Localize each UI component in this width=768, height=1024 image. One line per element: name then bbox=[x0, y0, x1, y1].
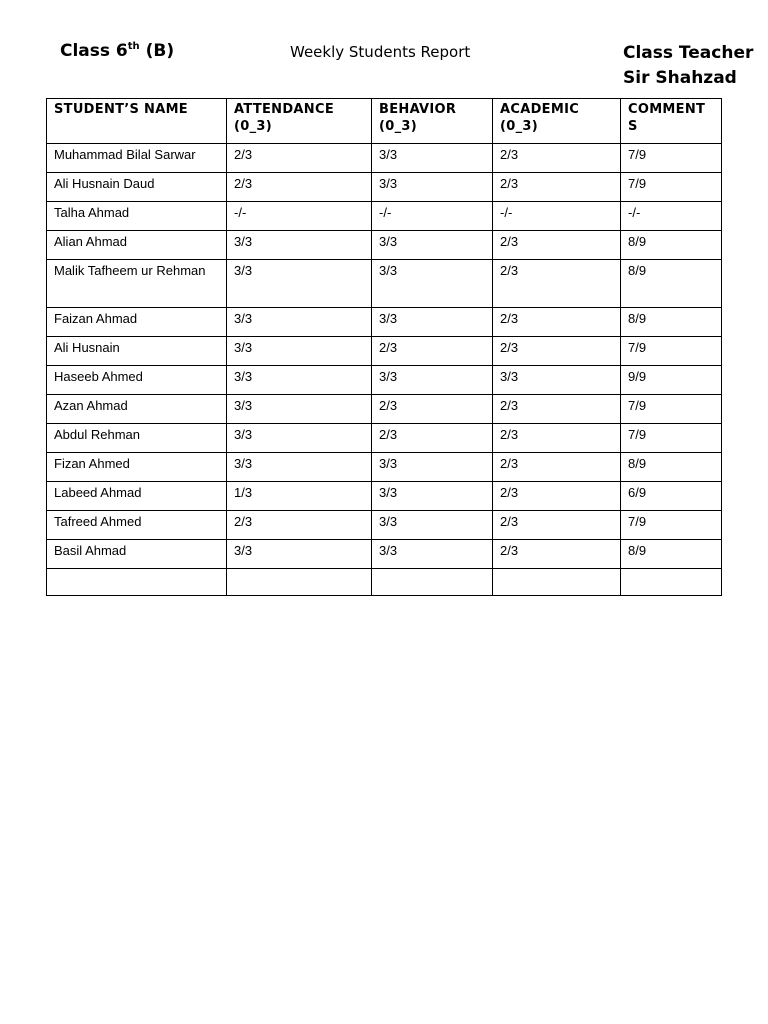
class-teacher-name: Sir Shahzad bbox=[623, 68, 737, 88]
attendance-cell: 2/3 bbox=[227, 511, 372, 540]
attendance-cell: 2/3 bbox=[227, 173, 372, 202]
attendance-cell: 3/3 bbox=[227, 395, 372, 424]
comments-cell: -/- bbox=[621, 202, 722, 231]
behavior-cell: 3/3 bbox=[372, 173, 493, 202]
class-section: (B) bbox=[139, 41, 175, 61]
student-name-cell bbox=[47, 569, 227, 596]
student-name-cell: Talha Ahmad bbox=[47, 202, 227, 231]
students-report-table bbox=[46, 98, 722, 596]
behavior-cell: 2/3 bbox=[372, 337, 493, 366]
attendance-cell: 3/3 bbox=[227, 366, 372, 395]
table-row bbox=[47, 424, 722, 453]
student-name-cell: Azan Ahmad bbox=[47, 395, 227, 424]
academic-cell: 2/3 bbox=[493, 231, 621, 260]
table-row bbox=[47, 231, 722, 260]
behavior-cell: 3/3 bbox=[372, 231, 493, 260]
attendance-cell: 3/3 bbox=[227, 308, 372, 337]
academic-cell: 2/3 bbox=[493, 260, 621, 308]
class-teacher-block bbox=[623, 41, 753, 91]
academic-cell: -/- bbox=[493, 202, 621, 231]
behavior-cell: 3/3 bbox=[372, 260, 493, 308]
comments-cell: 7/9 bbox=[621, 395, 722, 424]
academic-cell: 2/3 bbox=[493, 482, 621, 511]
behavior-cell: 2/3 bbox=[372, 424, 493, 453]
student-name-cell: Ali Husnain bbox=[47, 337, 227, 366]
attendance-cell: 3/3 bbox=[227, 231, 372, 260]
comments-cell: 7/9 bbox=[621, 511, 722, 540]
behavior-cell: 3/3 bbox=[372, 144, 493, 173]
student-name-cell: Muhammad Bilal Sarwar bbox=[47, 144, 227, 173]
behavior-cell: 3/3 bbox=[372, 482, 493, 511]
student-name-cell: Haseeb Ahmed bbox=[47, 366, 227, 395]
behavior-cell: 3/3 bbox=[372, 366, 493, 395]
student-name-cell: Basil Ahmad bbox=[47, 540, 227, 569]
comments-cell: 8/9 bbox=[621, 308, 722, 337]
attendance-cell: 3/3 bbox=[227, 453, 372, 482]
attendance-cell: 3/3 bbox=[227, 260, 372, 308]
attendance-cell: 3/3 bbox=[227, 424, 372, 453]
column-header-student-name: STUDENT’S NAME bbox=[47, 99, 227, 144]
behavior-cell: 3/3 bbox=[372, 453, 493, 482]
table-body bbox=[47, 144, 722, 596]
attendance-cell: 3/3 bbox=[227, 540, 372, 569]
table-row bbox=[47, 144, 722, 173]
student-name-cell: Tafreed Ahmed bbox=[47, 511, 227, 540]
comments-cell: 6/9 bbox=[621, 482, 722, 511]
comments-cell bbox=[621, 569, 722, 596]
table-row bbox=[47, 308, 722, 337]
table-header-row bbox=[47, 99, 722, 144]
comments-cell: 7/9 bbox=[621, 173, 722, 202]
student-name-cell: Fizan Ahmed bbox=[47, 453, 227, 482]
academic-cell: 2/3 bbox=[493, 144, 621, 173]
behavior-cell: 3/3 bbox=[372, 540, 493, 569]
report-title: Weekly Students Report bbox=[290, 43, 471, 61]
student-name-cell: Labeed Ahmad bbox=[47, 482, 227, 511]
academic-cell: 2/3 bbox=[493, 173, 621, 202]
academic-cell: 2/3 bbox=[493, 453, 621, 482]
student-name-cell: Ali Husnain Daud bbox=[47, 173, 227, 202]
column-header-academic: ACADEMIC (0_3) bbox=[493, 99, 621, 144]
table-row bbox=[47, 569, 722, 596]
behavior-cell: -/- bbox=[372, 202, 493, 231]
student-name-cell: Malik Tafheem ur Rehman bbox=[47, 260, 227, 308]
behavior-cell: 2/3 bbox=[372, 395, 493, 424]
table-row bbox=[47, 173, 722, 202]
column-header-comments: COMMENT S bbox=[621, 99, 722, 144]
academic-cell: 2/3 bbox=[493, 308, 621, 337]
table-row bbox=[47, 337, 722, 366]
comments-cell: 7/9 bbox=[621, 144, 722, 173]
column-header-attendance: ATTENDANCE (0_3) bbox=[227, 99, 372, 144]
attendance-cell: -/- bbox=[227, 202, 372, 231]
table-row bbox=[47, 395, 722, 424]
academic-cell: 2/3 bbox=[493, 424, 621, 453]
class-teacher-label: Class Teacher bbox=[623, 43, 754, 63]
academic-cell bbox=[493, 569, 621, 596]
academic-cell: 2/3 bbox=[493, 337, 621, 366]
comments-cell: 8/9 bbox=[621, 540, 722, 569]
comments-cell: 8/9 bbox=[621, 453, 722, 482]
attendance-cell: 1/3 bbox=[227, 482, 372, 511]
attendance-cell: 3/3 bbox=[227, 337, 372, 366]
academic-cell: 2/3 bbox=[493, 540, 621, 569]
table-row bbox=[47, 511, 722, 540]
student-name-cell: Faizan Ahmad bbox=[47, 308, 227, 337]
comments-cell: 9/9 bbox=[621, 366, 722, 395]
table-row bbox=[47, 202, 722, 231]
student-name-cell: Alian Ahmad bbox=[47, 231, 227, 260]
comments-cell: 8/9 bbox=[621, 260, 722, 308]
comments-cell: 8/9 bbox=[621, 231, 722, 260]
behavior-cell bbox=[372, 569, 493, 596]
behavior-cell: 3/3 bbox=[372, 511, 493, 540]
table-row bbox=[47, 260, 722, 308]
table-row bbox=[47, 540, 722, 569]
class-ordinal-suffix: th bbox=[127, 41, 140, 52]
student-name-cell: Abdul Rehman bbox=[47, 424, 227, 453]
column-header-behavior: BEHAVIOR (0_3) bbox=[372, 99, 493, 144]
class-label: Class 6 bbox=[60, 41, 128, 61]
academic-cell: 3/3 bbox=[493, 366, 621, 395]
comments-cell: 7/9 bbox=[621, 424, 722, 453]
class-heading bbox=[60, 41, 174, 61]
table-row bbox=[47, 482, 722, 511]
behavior-cell: 3/3 bbox=[372, 308, 493, 337]
academic-cell: 2/3 bbox=[493, 395, 621, 424]
table-row bbox=[47, 453, 722, 482]
comments-cell: 7/9 bbox=[621, 337, 722, 366]
attendance-cell: 2/3 bbox=[227, 144, 372, 173]
table-row bbox=[47, 366, 722, 395]
attendance-cell bbox=[227, 569, 372, 596]
academic-cell: 2/3 bbox=[493, 511, 621, 540]
